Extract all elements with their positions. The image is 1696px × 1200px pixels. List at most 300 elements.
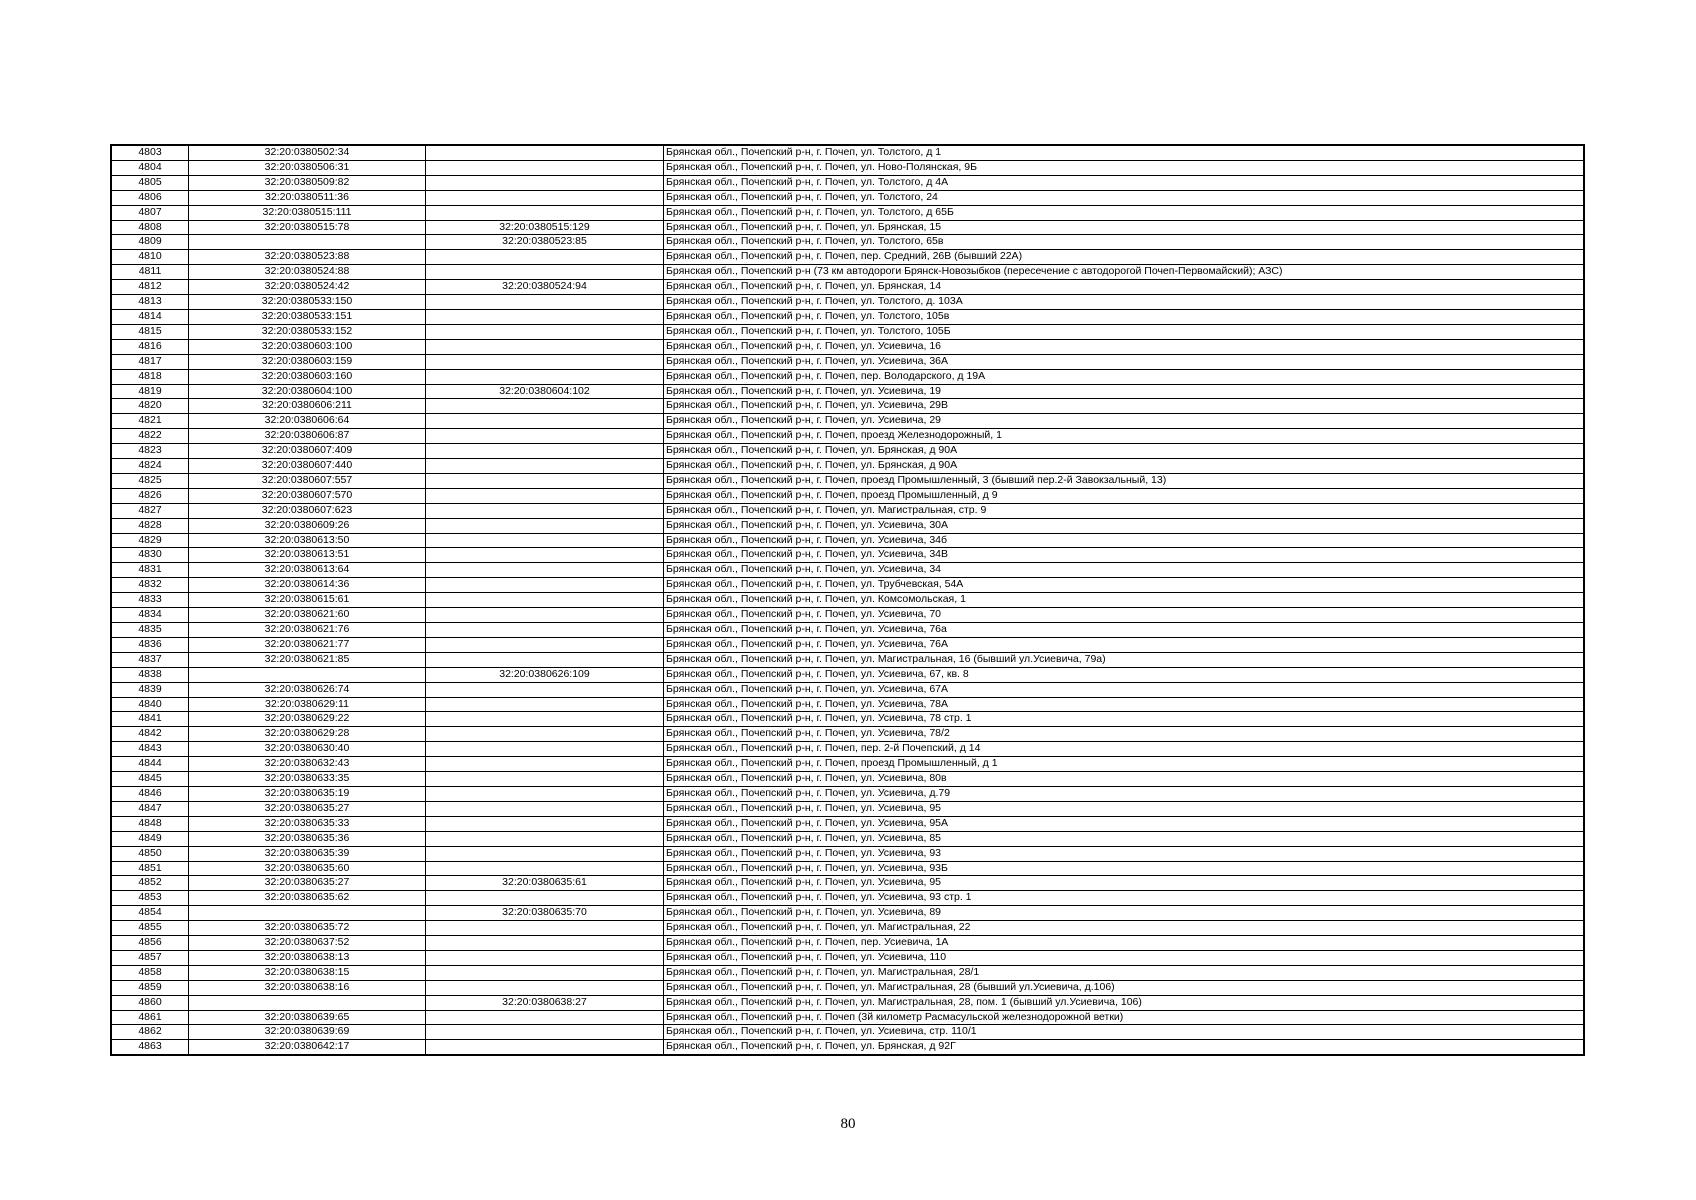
address-cell: Брянская обл., Почепский р-н, г. Почеп, ул. Усиевича, 29: [664, 414, 1585, 429]
table-row: [111, 846, 1584, 861]
address-cell: Брянская обл., Почепский р-н, г. Почеп, ул. Магистральная, 28/1: [664, 965, 1585, 980]
address-cell: Брянская обл., Почепский р-н, г. Почеп, ул. Усиевича, д.79: [664, 786, 1585, 801]
table-row: [111, 414, 1584, 429]
cadastral-number-cell: 32:20:0380524:42: [189, 280, 426, 295]
address-cell: Брянская обл., Почепский р-н, г. Почеп, ул. Трубчевская, 54А: [664, 578, 1585, 593]
address-cell: Брянская обл., Почепский р-н, г. Почеп, ул. Магистральная, 28 (бывший ул.Усиевича, д.106): [664, 980, 1585, 995]
row-number-cell: 4848: [111, 816, 189, 831]
address-cell: Брянская обл., Почепский р-н, г. Почеп, ул. Усиевича, 34б: [664, 533, 1585, 548]
address-cell: Брянская обл., Почепский р-н, г. Почеп, ул. Усиевича, 34В: [664, 548, 1585, 563]
cadastral-number-cell: 32:20:0380607:570: [189, 488, 426, 503]
table-row: [111, 1025, 1584, 1040]
table-row: [111, 757, 1584, 772]
address-cell: Брянская обл., Почепский р-н, г. Почеп, ул. Усиевича, 36А: [664, 354, 1585, 369]
cadastral-number-cell: 32:20:0380607:623: [189, 503, 426, 518]
address-cell: Брянская обл., Почепский р-н, г. Почеп, ул. Магистральная, 28, пом. 1 (бывший ул.Усиевича, 106): [664, 995, 1585, 1010]
cadastral-number-cell: 32:20:0380635:19: [189, 786, 426, 801]
cadastral-number-cell: 32:20:0380604:100: [189, 384, 426, 399]
address-cell: Брянская обл., Почепский р-н, г. Почеп, ул. Толстого, д. 103А: [664, 295, 1585, 310]
cadastral-number-cell: 32:20:0380606:64: [189, 414, 426, 429]
related-cadastral-number-cell: [426, 265, 664, 280]
row-number-cell: 4837: [111, 652, 189, 667]
table-row: [111, 742, 1584, 757]
table-row: [111, 786, 1584, 801]
table-row: [111, 697, 1584, 712]
address-cell: Брянская обл., Почепский р-н, г. Почеп, ул. Комсомольская, 1: [664, 593, 1585, 608]
row-number-cell: 4811: [111, 265, 189, 280]
cadastral-number-cell: 32:20:0380603:159: [189, 354, 426, 369]
address-cell: Брянская обл., Почепский р-н, г. Почеп, ул. Усиевича, 95: [664, 801, 1585, 816]
cadastral-number-cell: 32:20:0380621:60: [189, 608, 426, 623]
row-number-cell: 4850: [111, 846, 189, 861]
table-row: [111, 369, 1584, 384]
related-cadastral-number-cell: [426, 295, 664, 310]
table-row: [111, 712, 1584, 727]
row-number-cell: 4861: [111, 1010, 189, 1025]
table-row: [111, 309, 1584, 324]
cadastral-number-cell: 32:20:0380629:28: [189, 727, 426, 742]
related-cadastral-number-cell: [426, 414, 664, 429]
cadastral-number-cell: 32:20:0380621:77: [189, 637, 426, 652]
cadastral-number-cell: 32:20:0380603:100: [189, 339, 426, 354]
address-cell: Брянская обл., Почепский р-н, г. Почеп, ул. Магистральная, стр. 9: [664, 503, 1585, 518]
related-cadastral-number-cell: [426, 548, 664, 563]
cadastral-number-cell: 32:20:0380609:26: [189, 518, 426, 533]
address-cell: Брянская обл., Почепский р-н, г. Почеп, ул. Толстого, 105Б: [664, 324, 1585, 339]
row-number-cell: 4804: [111, 160, 189, 175]
row-number-cell: 4815: [111, 324, 189, 339]
row-number-cell: 4805: [111, 175, 189, 190]
row-number-cell: 4816: [111, 339, 189, 354]
cadastral-number-cell: 32:20:0380515:111: [189, 205, 426, 220]
address-cell: Брянская обл., Почепский р-н, г. Почеп, ул. Усиевича, 78 стр. 1: [664, 712, 1585, 727]
row-number-cell: 4826: [111, 488, 189, 503]
related-cadastral-number-cell: [426, 950, 664, 965]
address-cell: Брянская обл., Почепский р-н, г. Почеп, пер. Средний, 26В (бывший 22А): [664, 250, 1585, 265]
related-cadastral-number-cell: [426, 757, 664, 772]
row-number-cell: 4814: [111, 309, 189, 324]
address-cell: Брянская обл., Почепский р-н, г. Почеп, ул. Брянская, д 90А: [664, 444, 1585, 459]
row-number-cell: 4829: [111, 533, 189, 548]
related-cadastral-number-cell: [426, 936, 664, 951]
cadastral-number-cell: 32:20:0380613:64: [189, 563, 426, 578]
row-number-cell: 4817: [111, 354, 189, 369]
row-number-cell: 4827: [111, 503, 189, 518]
row-number-cell: 4807: [111, 205, 189, 220]
cadastral-number-cell: 32:20:0380629:22: [189, 712, 426, 727]
row-number-cell: 4830: [111, 548, 189, 563]
row-number-cell: 4835: [111, 623, 189, 638]
cadastral-number-cell: 32:20:0380515:78: [189, 220, 426, 235]
related-cadastral-number-cell: [426, 965, 664, 980]
cadastral-number-cell: [189, 995, 426, 1010]
row-number-cell: 4857: [111, 950, 189, 965]
row-number-cell: 4825: [111, 473, 189, 488]
related-cadastral-number-cell: [426, 324, 664, 339]
table-row: [111, 429, 1584, 444]
address-cell: Брянская обл., Почепский р-н, г. Почеп, ул. Усиевича, 85: [664, 831, 1585, 846]
row-number-cell: 4839: [111, 682, 189, 697]
table-row: [111, 250, 1584, 265]
address-cell: Брянская обл., Почепский р-н, г. Почеп, ул. Усиевича, 80в: [664, 772, 1585, 787]
row-number-cell: 4808: [111, 220, 189, 235]
related-cadastral-number-cell: [426, 637, 664, 652]
row-number-cell: 4809: [111, 235, 189, 250]
related-cadastral-number-cell: [426, 593, 664, 608]
table-row: [111, 563, 1584, 578]
cadastral-number-cell: 32:20:0380639:69: [189, 1025, 426, 1040]
related-cadastral-number-cell: [426, 742, 664, 757]
related-cadastral-number-cell: [426, 160, 664, 175]
table-row: [111, 190, 1584, 205]
related-cadastral-number-cell: [426, 533, 664, 548]
address-cell: Брянская обл., Почепский р-н, г. Почеп, проезд Промышленный, д 1: [664, 757, 1585, 772]
related-cadastral-number-cell: [426, 652, 664, 667]
row-number-cell: 4840: [111, 697, 189, 712]
related-cadastral-number-cell: [426, 921, 664, 936]
related-cadastral-number-cell: [426, 518, 664, 533]
address-cell: Брянская обл., Почепский р-н, г. Почеп, ул. Толстого, 65в: [664, 235, 1585, 250]
cadastral-number-cell: 32:20:0380533:151: [189, 309, 426, 324]
address-cell: Брянская обл., Почепский р-н, г. Почеп, ул. Усиевича, 93Б: [664, 861, 1585, 876]
address-cell: Брянская обл., Почепский р-н, г. Почеп, ул. Усиевича, 110: [664, 950, 1585, 965]
row-number-cell: 4844: [111, 757, 189, 772]
related-cadastral-number-cell: 32:20:0380635:70: [426, 906, 664, 921]
address-cell: Брянская обл., Почепский р-н, г. Почеп, ул. Усиевича, 95: [664, 876, 1585, 891]
table-row: [111, 921, 1584, 936]
cadastral-number-cell: 32:20:0380626:74: [189, 682, 426, 697]
related-cadastral-number-cell: [426, 578, 664, 593]
related-cadastral-number-cell: [426, 816, 664, 831]
address-cell: Брянская обл., Почепский р-н, г. Почеп, проезд Железнодорожный, 1: [664, 429, 1585, 444]
address-cell: Брянская обл., Почепский р-н, г. Почеп, проезд Промышленный, 3 (бывший пер.2-й Завокзальный, 13): [664, 473, 1585, 488]
row-number-cell: 4852: [111, 876, 189, 891]
row-number-cell: 4806: [111, 190, 189, 205]
cadastral-number-cell: 32:20:0380635:27: [189, 876, 426, 891]
row-number-cell: 4853: [111, 891, 189, 906]
row-number-cell: 4849: [111, 831, 189, 846]
cadastral-number-cell: 32:20:0380523:88: [189, 250, 426, 265]
table-row: [111, 444, 1584, 459]
cadastral-number-cell: 32:20:0380613:50: [189, 533, 426, 548]
cadastral-number-cell: 32:20:0380533:150: [189, 295, 426, 310]
table-row: [111, 637, 1584, 652]
table-row: [111, 831, 1584, 846]
address-cell: Брянская обл., Почепский р-н, г. Почеп, ул. Ново-Полянская, 9Б: [664, 160, 1585, 175]
related-cadastral-number-cell: [426, 608, 664, 623]
table-row: [111, 533, 1584, 548]
row-number-cell: 4863: [111, 1040, 189, 1055]
cadastral-number-cell: 32:20:0380638:15: [189, 965, 426, 980]
related-cadastral-number-cell: [426, 891, 664, 906]
table-row: [111, 205, 1584, 220]
table-row: [111, 623, 1584, 638]
row-number-cell: 4856: [111, 936, 189, 951]
cadastral-number-cell: 32:20:0380633:35: [189, 772, 426, 787]
cadastral-number-cell: 32:20:0380638:13: [189, 950, 426, 965]
address-cell: Брянская обл., Почепский р-н, г. Почеп, ул. Усиевича, 16: [664, 339, 1585, 354]
cadastral-number-cell: 32:20:0380509:82: [189, 175, 426, 190]
cadastral-number-cell: 32:20:0380524:88: [189, 265, 426, 280]
related-cadastral-number-cell: [426, 488, 664, 503]
table-row: [111, 861, 1584, 876]
address-cell: Брянская обл., Почепский р-н, г. Почеп (3й километр Расмасульской железнодорожной ветки): [664, 1010, 1585, 1025]
address-cell: Брянская обл., Почепский р-н, г. Почеп, ул. Усиевича, 78А: [664, 697, 1585, 712]
related-cadastral-number-cell: 32:20:0380626:109: [426, 667, 664, 682]
row-number-cell: 4854: [111, 906, 189, 921]
cadastral-number-cell: [189, 235, 426, 250]
cadastral-number-cell: [189, 667, 426, 682]
row-number-cell: 4821: [111, 414, 189, 429]
table-row: [111, 399, 1584, 414]
cadastral-number-cell: 32:20:0380639:65: [189, 1010, 426, 1025]
related-cadastral-number-cell: [426, 1010, 664, 1025]
cadastral-number-cell: 32:20:0380533:152: [189, 324, 426, 339]
row-number-cell: 4828: [111, 518, 189, 533]
row-number-cell: 4831: [111, 563, 189, 578]
cadastral-number-cell: 32:20:0380632:43: [189, 757, 426, 772]
table-row: [111, 175, 1584, 190]
cadastral-number-cell: 32:20:0380614:36: [189, 578, 426, 593]
related-cadastral-number-cell: 32:20:0380515:129: [426, 220, 664, 235]
address-cell: Брянская обл., Почепский р-н, г. Почеп, ул. Усиевича, 34: [664, 563, 1585, 578]
cadastral-number-cell: 32:20:0380635:27: [189, 801, 426, 816]
table-row: [111, 801, 1584, 816]
address-cell: Брянская обл., Почепский р-н, г. Почеп, ул. Усиевича, 67, кв. 8: [664, 667, 1585, 682]
address-cell: Брянская обл., Почепский р-н, г. Почеп, пер. 2-й Почепский, д 14: [664, 742, 1585, 757]
related-cadastral-number-cell: [426, 727, 664, 742]
table-row: [111, 339, 1584, 354]
cadastral-number-cell: 32:20:0380613:51: [189, 548, 426, 563]
cadastral-number-cell: 32:20:0380629:11: [189, 697, 426, 712]
address-cell: Брянская обл., Почепский р-н, г. Почеп, ул. Усиевича, 70: [664, 608, 1585, 623]
row-number-cell: 4834: [111, 608, 189, 623]
table-row: [111, 876, 1584, 891]
cadastral-number-cell: 32:20:0380638:16: [189, 980, 426, 995]
table-row: [111, 1010, 1584, 1025]
table-row: [111, 1040, 1584, 1055]
address-cell: Брянская обл., Почепский р-н, г. Почеп, ул. Усиевича, 78/2: [664, 727, 1585, 742]
address-cell: Брянская обл., Почепский р-н, г. Почеп, ул. Магистральная, 16 (бывший ул.Усиевича, 79а): [664, 652, 1585, 667]
table-row: [111, 384, 1584, 399]
table-row: [111, 727, 1584, 742]
cadastral-number-cell: 32:20:0380635:60: [189, 861, 426, 876]
address-cell: Брянская обл., Почепский р-н, г. Почеп, ул. Брянская, 15: [664, 220, 1585, 235]
table-row: [111, 548, 1584, 563]
cadastral-number-cell: 32:20:0380506:31: [189, 160, 426, 175]
related-cadastral-number-cell: [426, 339, 664, 354]
cadastral-number-cell: 32:20:0380635:72: [189, 921, 426, 936]
table-row: [111, 652, 1584, 667]
address-cell: Брянская обл., Почепский р-н, г. Почеп, ул. Усиевича, 89: [664, 906, 1585, 921]
address-cell: Брянская обл., Почепский р-н, г. Почеп, ул. Брянская, д 92Г: [664, 1040, 1585, 1055]
table-row: [111, 280, 1584, 295]
related-cadastral-number-cell: 32:20:0380638:27: [426, 995, 664, 1010]
related-cadastral-number-cell: [426, 831, 664, 846]
table-row: [111, 816, 1584, 831]
address-cell: Брянская обл., Почепский р-н, г. Почеп, ул. Толстого, д 4А: [664, 175, 1585, 190]
related-cadastral-number-cell: [426, 145, 664, 160]
related-cadastral-number-cell: [426, 444, 664, 459]
address-cell: Брянская обл., Почепский р-н, г. Почеп, ул. Толстого, д 1: [664, 145, 1585, 160]
row-number-cell: 4818: [111, 369, 189, 384]
related-cadastral-number-cell: [426, 399, 664, 414]
table-row: [111, 980, 1584, 995]
cadastral-number-cell: 32:20:0380635:39: [189, 846, 426, 861]
address-cell: Брянская обл., Почепский р-н, г. Почеп, ул. Усиевича, 29В: [664, 399, 1585, 414]
row-number-cell: 4810: [111, 250, 189, 265]
table-row: [111, 995, 1584, 1010]
related-cadastral-number-cell: [426, 846, 664, 861]
related-cadastral-number-cell: [426, 250, 664, 265]
address-cell: Брянская обл., Почепский р-н, г. Почеп, ул. Магистральная, 22: [664, 921, 1585, 936]
address-cell: Брянская обл., Почепский р-н, г. Почеп, ул. Усиевича, 19: [664, 384, 1585, 399]
cadastral-number-cell: 32:20:0380502:34: [189, 145, 426, 160]
table-row: [111, 145, 1584, 160]
table-row: [111, 473, 1584, 488]
row-number-cell: 4860: [111, 995, 189, 1010]
address-cell: Брянская обл., Почепский р-н, г. Почеп, ул. Усиевича, стр. 110/1: [664, 1025, 1585, 1040]
table-row: [111, 295, 1584, 310]
address-cell: Брянская обл., Почепский р-н, г. Почеп, ул. Усиевича, 76А: [664, 637, 1585, 652]
related-cadastral-number-cell: [426, 861, 664, 876]
row-number-cell: 4833: [111, 593, 189, 608]
row-number-cell: 4836: [111, 637, 189, 652]
table-row: [111, 593, 1584, 608]
table-row: [111, 235, 1584, 250]
related-cadastral-number-cell: [426, 623, 664, 638]
cadastral-number-cell: 32:20:0380603:160: [189, 369, 426, 384]
related-cadastral-number-cell: [426, 429, 664, 444]
table-row: [111, 503, 1584, 518]
row-number-cell: 4846: [111, 786, 189, 801]
cadastral-number-cell: 32:20:0380642:17: [189, 1040, 426, 1055]
cadastral-number-cell: 32:20:0380621:85: [189, 652, 426, 667]
related-cadastral-number-cell: [426, 190, 664, 205]
table-row: [111, 906, 1584, 921]
related-cadastral-number-cell: [426, 786, 664, 801]
registry-table: [110, 144, 1585, 1056]
registry-sheet: [110, 144, 1585, 1056]
row-number-cell: 4813: [111, 295, 189, 310]
table-row: [111, 965, 1584, 980]
related-cadastral-number-cell: [426, 1040, 664, 1055]
cadastral-number-cell: 32:20:0380635:33: [189, 816, 426, 831]
related-cadastral-number-cell: [426, 459, 664, 474]
table-row: [111, 950, 1584, 965]
related-cadastral-number-cell: [426, 801, 664, 816]
address-cell: Брянская обл., Почепский р-н, г. Почеп, ул. Брянская, д 90А: [664, 459, 1585, 474]
row-number-cell: 4842: [111, 727, 189, 742]
row-number-cell: 4851: [111, 861, 189, 876]
address-cell: Брянская обл., Почепский р-н (73 км автодороги Брянск-Новозыбков (пересечение с автодорогой Почеп-Первомайский); АЗС): [664, 265, 1585, 280]
address-cell: Брянская обл., Почепский р-н, г. Почеп, ул. Усиевича, 93: [664, 846, 1585, 861]
row-number-cell: 4845: [111, 772, 189, 787]
related-cadastral-number-cell: [426, 369, 664, 384]
table-row: [111, 324, 1584, 339]
cadastral-number-cell: 32:20:0380615:61: [189, 593, 426, 608]
address-cell: Брянская обл., Почепский р-н, г. Почеп, ул. Усиевича, 67А: [664, 682, 1585, 697]
address-cell: Брянская обл., Почепский р-н, г. Почеп, проезд Промышленный, д 9: [664, 488, 1585, 503]
cadastral-number-cell: 32:20:0380621:76: [189, 623, 426, 638]
row-number-cell: 4855: [111, 921, 189, 936]
row-number-cell: 4838: [111, 667, 189, 682]
related-cadastral-number-cell: [426, 205, 664, 220]
related-cadastral-number-cell: [426, 563, 664, 578]
cadastral-number-cell: 32:20:0380635:36: [189, 831, 426, 846]
related-cadastral-number-cell: 32:20:0380524:94: [426, 280, 664, 295]
row-number-cell: 4823: [111, 444, 189, 459]
related-cadastral-number-cell: [426, 1025, 664, 1040]
related-cadastral-number-cell: [426, 309, 664, 324]
cadastral-number-cell: [189, 906, 426, 921]
table-row: [111, 772, 1584, 787]
row-number-cell: 4832: [111, 578, 189, 593]
address-cell: Брянская обл., Почепский р-н, г. Почеп, ул. Толстого, д 65Б: [664, 205, 1585, 220]
table-row: [111, 265, 1584, 280]
table-row: [111, 682, 1584, 697]
cadastral-number-cell: 32:20:0380511:36: [189, 190, 426, 205]
row-number-cell: 4843: [111, 742, 189, 757]
cadastral-number-cell: 32:20:0380607:557: [189, 473, 426, 488]
table-row: [111, 354, 1584, 369]
address-cell: Брянская обл., Почепский р-н, г. Почеп, ул. Брянская, 14: [664, 280, 1585, 295]
table-row: [111, 578, 1584, 593]
row-number-cell: 4847: [111, 801, 189, 816]
table-row: [111, 936, 1584, 951]
related-cadastral-number-cell: [426, 354, 664, 369]
related-cadastral-number-cell: 32:20:0380604:102: [426, 384, 664, 399]
table-row: [111, 608, 1584, 623]
row-number-cell: 4822: [111, 429, 189, 444]
table-row: [111, 891, 1584, 906]
registry-table-body: [111, 145, 1584, 1055]
row-number-cell: 4841: [111, 712, 189, 727]
related-cadastral-number-cell: [426, 473, 664, 488]
cadastral-number-cell: 32:20:0380606:211: [189, 399, 426, 414]
address-cell: Брянская обл., Почепский р-н, г. Почеп, ул. Усиевича, 95А: [664, 816, 1585, 831]
cadastral-number-cell: 32:20:0380606:87: [189, 429, 426, 444]
table-row: [111, 459, 1584, 474]
row-number-cell: 4820: [111, 399, 189, 414]
cadastral-number-cell: 32:20:0380607:409: [189, 444, 426, 459]
related-cadastral-number-cell: [426, 697, 664, 712]
address-cell: Брянская обл., Почепский р-н, г. Почеп, ул. Толстого, 24: [664, 190, 1585, 205]
row-number-cell: 4803: [111, 145, 189, 160]
table-row: [111, 667, 1584, 682]
cadastral-number-cell: 32:20:0380635:62: [189, 891, 426, 906]
address-cell: Брянская обл., Почепский р-н, г. Почеп, ул. Усиевича, 76а: [664, 623, 1585, 638]
related-cadastral-number-cell: [426, 980, 664, 995]
row-number-cell: 4812: [111, 280, 189, 295]
address-cell: Брянская обл., Почепский р-н, г. Почеп, пер. Володарского, д 19А: [664, 369, 1585, 384]
page-number: 80: [840, 1116, 856, 1132]
related-cadastral-number-cell: [426, 503, 664, 518]
related-cadastral-number-cell: [426, 712, 664, 727]
address-cell: Брянская обл., Почепский р-н, г. Почеп, ул. Усиевича, 30А: [664, 518, 1585, 533]
row-number-cell: 4859: [111, 980, 189, 995]
row-number-cell: 4858: [111, 965, 189, 980]
related-cadastral-number-cell: 32:20:0380635:61: [426, 876, 664, 891]
row-number-cell: 4824: [111, 459, 189, 474]
related-cadastral-number-cell: [426, 772, 664, 787]
cadastral-number-cell: 32:20:0380607:440: [189, 459, 426, 474]
address-cell: Брянская обл., Почепский р-н, г. Почеп, ул. Усиевича, 93 стр. 1: [664, 891, 1585, 906]
table-row: [111, 518, 1584, 533]
row-number-cell: 4862: [111, 1025, 189, 1040]
related-cadastral-number-cell: [426, 682, 664, 697]
related-cadastral-number-cell: [426, 175, 664, 190]
